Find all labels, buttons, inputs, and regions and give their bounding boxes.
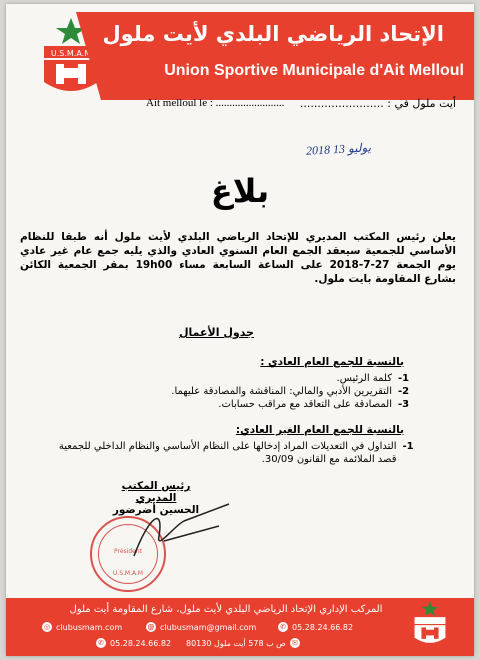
ordinary-items <box>54 372 414 411</box>
header-title-ar: الإتحاد الرياضي البلدي لأيت ملول <box>102 22 444 46</box>
extraordinary-section-title: بالنسبة للجمع العام الغير العادي: <box>235 424 404 436</box>
handwritten-date: 2018 يوليو 13 <box>305 140 372 158</box>
document-page <box>6 4 474 656</box>
phone-icon: ✆ <box>96 638 106 648</box>
extraordinary-items <box>54 440 414 466</box>
stamp-label: U.S.M.A.M <box>112 570 144 577</box>
list-item: 2- التقريرين الأدبي والمالي: المناقشة والمصادقة عليهما. <box>171 386 410 397</box>
list-item: 1- كلمة الرئيس. <box>336 373 410 384</box>
mail-icon: @ <box>147 623 155 631</box>
stamp-center: Président <box>114 548 142 555</box>
list-item: 3- المصادقة على التعاقد مع مراقب حسابات. <box>218 399 410 410</box>
agenda-title: جدول الأعمال <box>178 326 254 339</box>
signature-title: رئيس المكتب المديري <box>121 480 191 504</box>
header-title-fr: Union Sportive Municipale d'Ait Melloul <box>164 62 464 79</box>
footer-address: المركب الإداري الإتحاد الرياضي البلدي لأيت ملول، شارع المقاومة أيت ملول <box>69 604 383 615</box>
footer-banner <box>6 598 474 656</box>
globe-icon: ◎ <box>43 623 51 631</box>
ordinary-section-title: بالنسبة للجمع العام العادي : <box>260 356 404 368</box>
footer-website: ◎ clubusmam.com <box>43 622 123 632</box>
footer-phone-2: ✆ 05.28.24.66.82 <box>96 638 171 648</box>
mailbox-icon: ✉ <box>290 638 300 648</box>
handwritten-signature <box>124 496 234 566</box>
announcement-body: يعلن رئيس المكتب المديري للإتحاد الرياضي البلدي لأيت ملول أنه طبقا للنظام الأساسي للجمعية سيعقد الجمع العام السنوي العادي والذي يليه جمع عام غير عادي يوم الجمعة 27-7-2018 على الساعة السابعة مساء 19h00 بمقر الجمعية الكائن بشارع المقاومة بايت ملول. <box>20 231 456 285</box>
phone-icon: ✆ <box>278 622 288 632</box>
announcement-title: بلاغ <box>210 172 270 210</box>
date-fr: Ait melloul le : ......................... <box>146 97 285 109</box>
footer-phone-1: ✆ 05.28.24.66.82 <box>278 622 353 632</box>
list-item: 1- التداول في التعديلات المراد إدخالها على النظام الأساسي والنظام الداخلي للجمعية قصد الملائمة مع القانون 30/09. <box>58 441 414 465</box>
header-banner <box>101 12 474 100</box>
footer-pobox: ✉ ص ب 578 أيت ملول 80130 <box>186 638 300 648</box>
footer-club-logo <box>410 600 450 648</box>
signature-name: الحسين أضرضور <box>112 504 200 516</box>
date-ar: أيت ملول في : ........................ <box>299 97 456 110</box>
logo-text: U.S.M.A.M <box>50 49 92 58</box>
footer-email: @ clubusmam@gmail.com <box>147 622 257 632</box>
